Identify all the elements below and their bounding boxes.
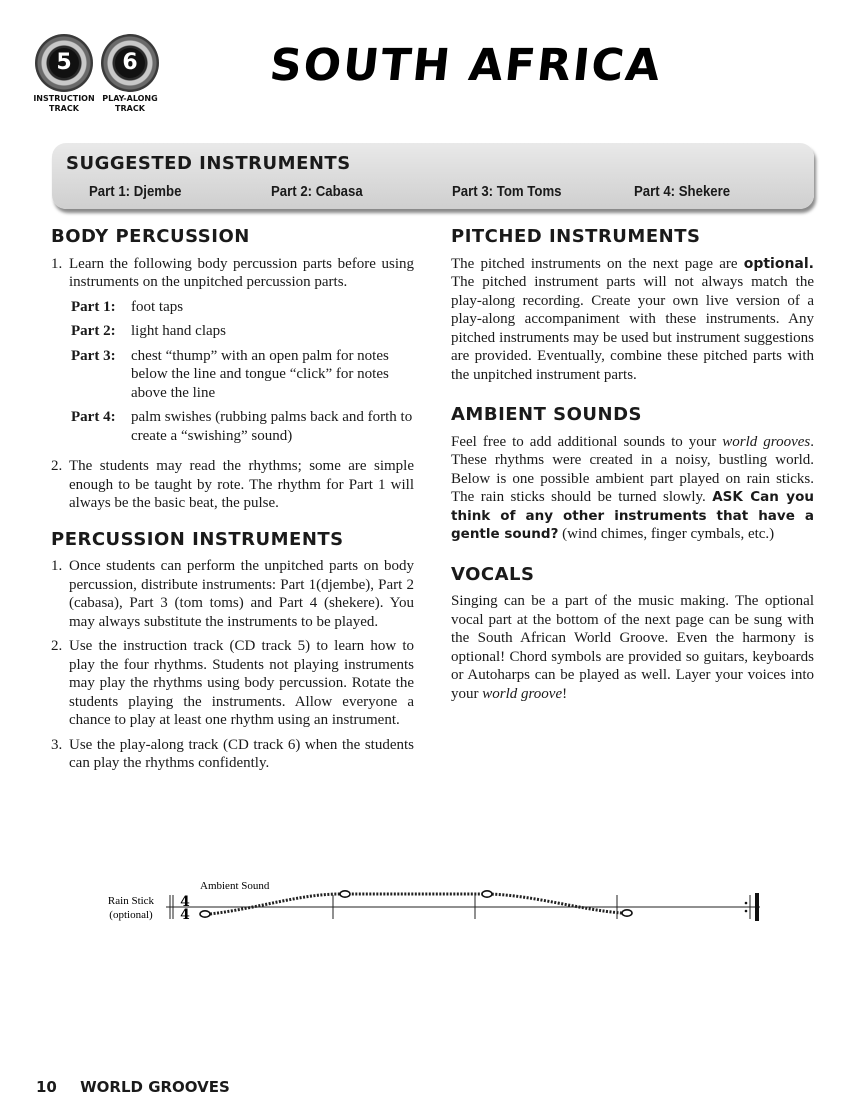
whole-note: [622, 910, 632, 916]
part-4-instrument: Part 4: Shekere: [634, 183, 731, 200]
whole-note: [482, 891, 492, 897]
cd-track-5-icon: [35, 34, 93, 92]
list-item: 1. Once students can perform the unpitched parts on body percussion, distribute instruments: Part 1(djembe), Part 2 (cabasa), Part 3 (tom toms) and Part 4 (shekere). You may always substitute the instruments to be played.: [51, 558, 414, 630]
whole-note: [200, 911, 210, 917]
vocals-text: Singing can be a part of the music making. The optional vocal part at the bottom of the next page can be sung with the South African World Groove. Even the harmony is optional! Chord symbols are provided so guitars, keyboards or Autoharps can be played as well. Layer your voices into your world groove!: [451, 593, 814, 702]
page-footer: [36, 1078, 230, 1096]
part-1-instrument: Part 1: Djembe: [89, 183, 182, 200]
vocals-heading: VOCALS: [451, 563, 535, 585]
repeat-dot: [745, 910, 748, 913]
list-item: 2. The students may read the rhythms; some are simple enough to be taught by rote. The rhythm for Part 1 will always be the basic beat, the pulse.: [51, 458, 414, 511]
track-number: 5: [49, 48, 79, 78]
time-signature-bottom: 4: [180, 907, 190, 923]
ambient-sounds-heading: AMBIENT SOUNDS: [451, 404, 643, 425]
play-along-track-caption: PLAY-ALONG TRACK: [102, 94, 158, 113]
pitched-instruments-heading: PITCHED INSTRUMENTS: [451, 226, 701, 247]
page-number: 10: [36, 1078, 57, 1096]
left-column: [51, 228, 414, 773]
body-part-4: Part 4: palm swishes (rubbing palms back and forth to create a “swishing” sound): [71, 409, 413, 444]
cd-track-6-icon: [101, 34, 159, 92]
body-part-3: Part 3: chest “thump” with an open palm for notes below the line and tongue “click” for notes above the line: [71, 347, 389, 401]
track-number: 6: [115, 48, 145, 78]
part-3-instrument: Part 3: Tom Toms: [452, 183, 562, 200]
instrument-optional: (optional): [109, 909, 153, 921]
ambient-sound-label: Ambient Sound: [200, 880, 270, 892]
body-percussion-heading: BODY PERCUSSION: [51, 226, 250, 247]
body-part-2: Part 2: light hand claps: [71, 323, 226, 339]
rain-stick-notation: [0, 870, 864, 930]
list-item: 2. Use the instruction track (CD track 5) to learn how to play the four rhythms. Students not playing instruments may play the rhythms using body percussion. Rotate the students playing the instruments. Allow everyone a chance to play at least one rhythm using an instrument.: [51, 638, 414, 728]
repeat-dot: [745, 902, 748, 905]
suggested-instruments-box: [52, 143, 814, 209]
time-signature-top: 4: [180, 894, 190, 910]
list-item: 1. Learn the following body percussion parts before using instruments on the unpitched percussion parts.: [51, 255, 414, 290]
whole-note: [340, 891, 350, 897]
page-title: SOUTH AFRICA: [267, 40, 665, 91]
footer-title: WORLD GROOVES: [80, 1078, 230, 1096]
list-item: 3. Use the play-along track (CD track 6) when the students can play the rhythms confidently.: [51, 736, 414, 771]
part-2-instrument: Part 2: Cabasa: [271, 183, 363, 200]
pitched-instruments-text: The pitched instruments on the next page are optional. The pitched instrument parts will not always match the play-along recording. Create your own live version of a play-along accompaniment with these instruments. Any pitched instruments may be used but instrument suggestions are provided. Eventually, combine these pitched parts with the unpitched instrument parts.: [451, 255, 814, 383]
body-part-1: Part 1: foot taps: [71, 298, 184, 315]
instrument-name: Rain Stick: [107, 895, 155, 907]
suggested-instruments-title: SUGGESTED INSTRUMENTS: [66, 153, 351, 174]
rain-stick-gliss: [210, 894, 622, 914]
percussion-instruments-heading: PERCUSSION INSTRUMENTS: [51, 528, 344, 550]
right-column: [451, 228, 814, 703]
instruction-track-caption: INSTRUCTION TRACK: [33, 94, 95, 113]
ambient-sounds-text: Feel free to add additional sounds to your world grooves. These rhythms were created in a noisy, bustling world. Below is one possible ambient part played on rain sticks. The rain sticks should be turned slowly. ASK Can you think of any other instruments that have a gentle sound? (wind chimes, finger cymbals, etc.): [451, 433, 814, 542]
